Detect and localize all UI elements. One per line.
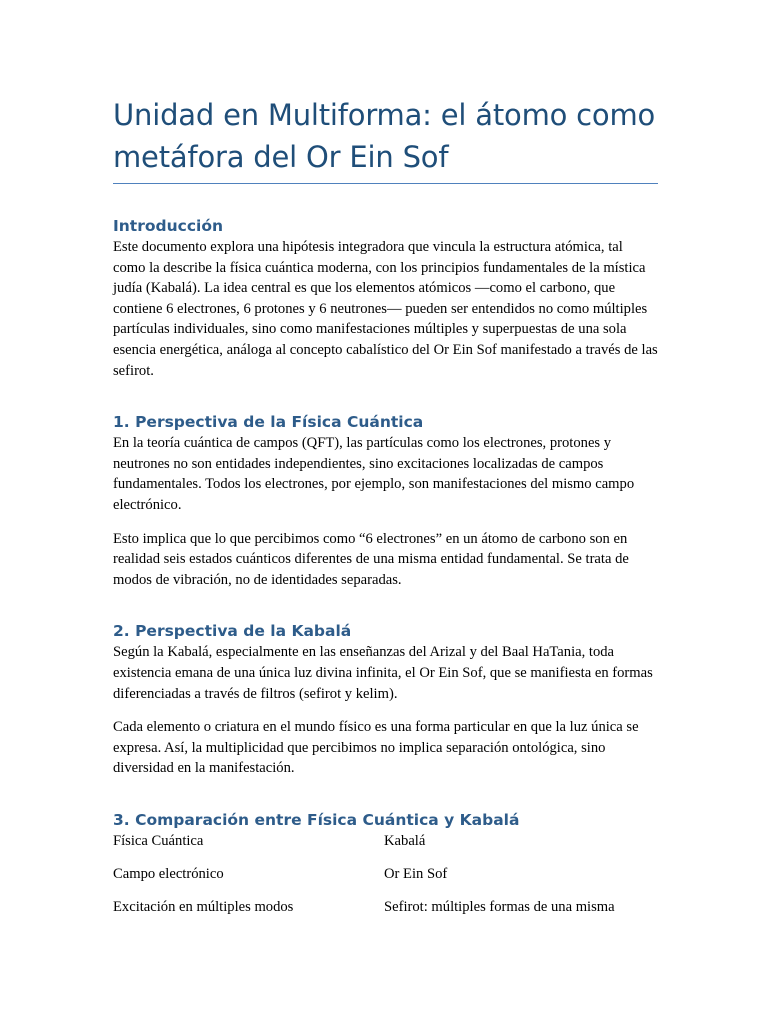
table-row [113,897,658,930]
table-header-kabbalah: Kabalá [384,832,426,849]
paragraph: Cada elemento o criatura en el mundo físico es una forma particular en que la luz única se expresa. Así, la multiplicidad que percibimos no implica separación ontológica, sino diversidad en la manifestación. [113,719,639,777]
table-cell: Or Ein Sof [384,865,448,882]
section-heading-kabbalah: 2. Perspectiva de la Kabalá [113,622,352,641]
paragraph: En la teoría cuántica de campos (QFT), las partículas como los electrones, protones y neutrones no son entidades independientes, sino excitaciones localizadas de campos fundamentales. Todos los electrones, por ejemplo, son manifestaciones del mismo campo electrónico. [113,435,635,513]
paragraph: Según la Kabalá, especialmente en las enseñanzas del Arizal y del Baal HaTania, toda existencia emana de una única luz divina infinita, el Or Ein Sof, que se manifiesta en formas diferenciadas a través de filtros (sefirot y kelim). [113,644,653,702]
table-cell: Excitación en múltiples modos [113,898,294,915]
page-title: Unidad en Multiforma: el átomo como metáfora del Or Ein Sof [113,94,658,184]
table-row [113,864,658,897]
section-physics [113,411,658,590]
section-comparison [113,809,658,930]
paragraph: Esto implica que lo que percibimos como “6 electrones” en un átomo de carbono son en realidad seis estados cuánticos diferentes de una misma entidad fundamental. Se trata de modos de vibración, no de identidades separadas. [113,530,629,588]
section-intro [113,215,658,381]
section-kabbalah [113,620,658,779]
paragraph: Este documento explora una hipótesis integradora que vincula la estructura atómica, tal como la describe la física cuántica moderna, con los principios fundamentales de la mística judía (Kabalá). La idea central es que los elementos atómicos —como el carbono, que contiene 6 electrones, 6 protones y 6 neutrones— pueden ser entendidos no como múltiples partículas individuales, sino como manifestaciones múltiples y superpuestas de una sola esencia energética, análoga al concepto cabalístico del Or Ein Sof manifestado a través de las sefirot. [113,239,658,379]
comparison-table [113,831,658,930]
section-heading-physics: 1. Perspectiva de la Física Cuántica [113,413,424,432]
section-heading-comparison: 3. Comparación entre Física Cuántica y Kabalá [113,810,520,829]
table-cell: Campo electrónico [113,865,224,882]
section-heading-intro: Introducción [113,217,224,235]
table-cell: Sefirot: múltiples formas de una misma [384,898,615,915]
document-body [113,94,658,930]
table-header-row [113,831,658,864]
table-header-physics: Física Cuántica [113,832,204,849]
